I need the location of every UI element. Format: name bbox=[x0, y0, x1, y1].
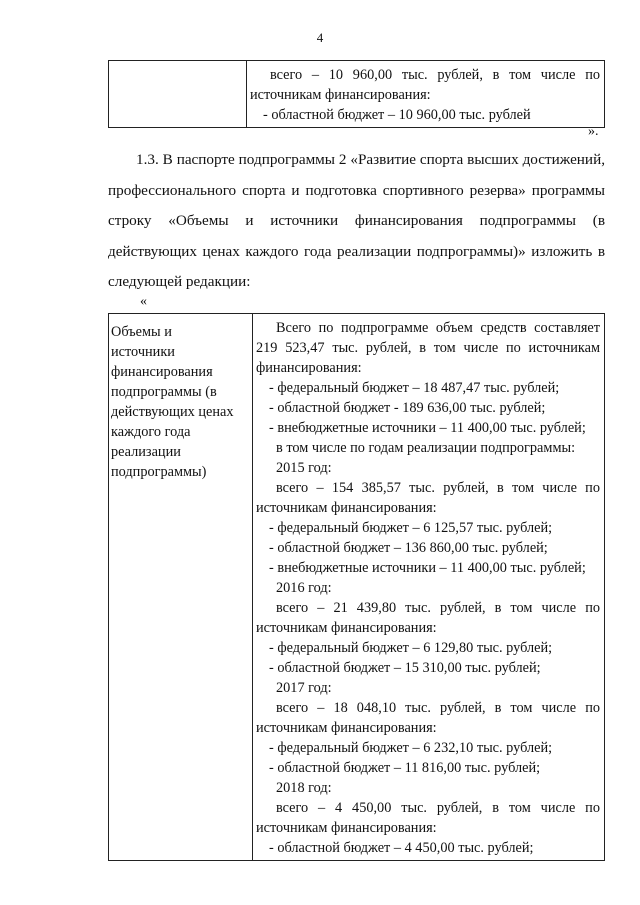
closing-quote: ». bbox=[588, 124, 599, 139]
funding-line: Всего по подпрограмме объем средств составляет bbox=[276, 320, 600, 336]
funding-line: в том числе по годам реализации подпрограммы: bbox=[276, 440, 576, 456]
amendment-paragraph bbox=[108, 145, 605, 298]
funding-line: 2018 год: bbox=[276, 780, 332, 796]
paragraph-line: действующих ценах каждого года реализации подпрограммы)» изложить в bbox=[108, 242, 605, 260]
paragraph-line: строку «Объемы и источники финансирования подпрограммы (в bbox=[108, 212, 605, 230]
funding-line: всего – 21 439,80 тыс. рублей, в том числе по bbox=[276, 600, 600, 616]
funding-sources-table bbox=[108, 313, 605, 861]
opening-quote: « bbox=[140, 294, 147, 309]
top-table-right-cell bbox=[247, 61, 605, 128]
label-line: реализации bbox=[111, 444, 181, 460]
funding-line: источникам финансирования: bbox=[256, 620, 437, 636]
funding-line: - областной бюджет – 11 816,00 тыс. рублей; bbox=[269, 760, 541, 776]
top-funding-table bbox=[108, 60, 605, 128]
paragraph-line: профессионального спорта и подготовка спортивного резерва» программы bbox=[108, 181, 605, 199]
paragraph-line: следующей редакции: bbox=[108, 273, 251, 291]
funding-line: всего – 18 048,10 тыс. рублей, в том числе по bbox=[276, 700, 600, 716]
label-line: каждого года bbox=[111, 424, 191, 440]
funding-label-cell bbox=[109, 314, 253, 861]
label-line: действующих ценах bbox=[111, 404, 234, 420]
funding-line: - федеральный бюджет – 6 129,80 тыс. рублей; bbox=[269, 640, 553, 656]
funding-line: - областной бюджет – 4 450,00 тыс. рублей; bbox=[269, 840, 534, 856]
funding-line: - областной бюджет - 189 636,00 тыс. рублей; bbox=[269, 400, 546, 416]
top-table-line: источникам финансирования: bbox=[250, 87, 431, 103]
top-table-left-cell bbox=[109, 61, 247, 128]
funding-line: - федеральный бюджет – 6 125,57 тыс. рублей; bbox=[269, 520, 553, 536]
funding-line: - областной бюджет – 15 310,00 тыс. рублей; bbox=[269, 660, 541, 676]
label-line: подпрограммы) bbox=[111, 464, 207, 480]
funding-line: 2016 год: bbox=[276, 580, 332, 596]
funding-line: - федеральный бюджет – 18 487,47 тыс. рублей; bbox=[269, 380, 560, 396]
funding-line: - внебюджетные источники – 11 400,00 тыс. рублей; bbox=[269, 560, 586, 576]
label-line: подпрограммы (в bbox=[111, 384, 217, 400]
funding-details-cell bbox=[253, 314, 605, 861]
funding-line: - внебюджетные источники – 11 400,00 тыс. рублей; bbox=[269, 420, 586, 436]
funding-line: источникам финансирования: bbox=[256, 820, 437, 836]
page-number: 4 bbox=[316, 30, 324, 45]
paragraph-line: 1.3. В паспорте подпрограммы 2 «Развитие спорта высших достижений, bbox=[136, 151, 605, 168]
funding-line: 2017 год: bbox=[276, 680, 332, 696]
top-table-line: всего – 10 960,00 тыс. рублей, в том числе по bbox=[270, 67, 600, 83]
label-line: Объемы и bbox=[111, 324, 172, 340]
funding-line: всего – 154 385,57 тыс. рублей, в том числе по bbox=[276, 480, 600, 496]
funding-line: финансирования: bbox=[256, 360, 362, 376]
top-table-line: - областной бюджет – 10 960,00 тыс. рублей bbox=[263, 107, 531, 123]
funding-line: 2015 год: bbox=[276, 460, 332, 476]
funding-line: источникам финансирования: bbox=[256, 500, 437, 516]
label-line: финансирования bbox=[111, 364, 213, 380]
funding-line: 219 523,47 тыс. рублей, в том числе по источникам bbox=[256, 340, 600, 356]
funding-line: всего – 4 450,00 тыс. рублей, в том числе по bbox=[276, 800, 600, 816]
funding-line: источникам финансирования: bbox=[256, 720, 437, 736]
label-line: источники bbox=[111, 344, 175, 360]
funding-line: - федеральный бюджет – 6 232,10 тыс. рублей; bbox=[269, 740, 553, 756]
funding-line: - областной бюджет – 136 860,00 тыс. рублей; bbox=[269, 540, 548, 556]
